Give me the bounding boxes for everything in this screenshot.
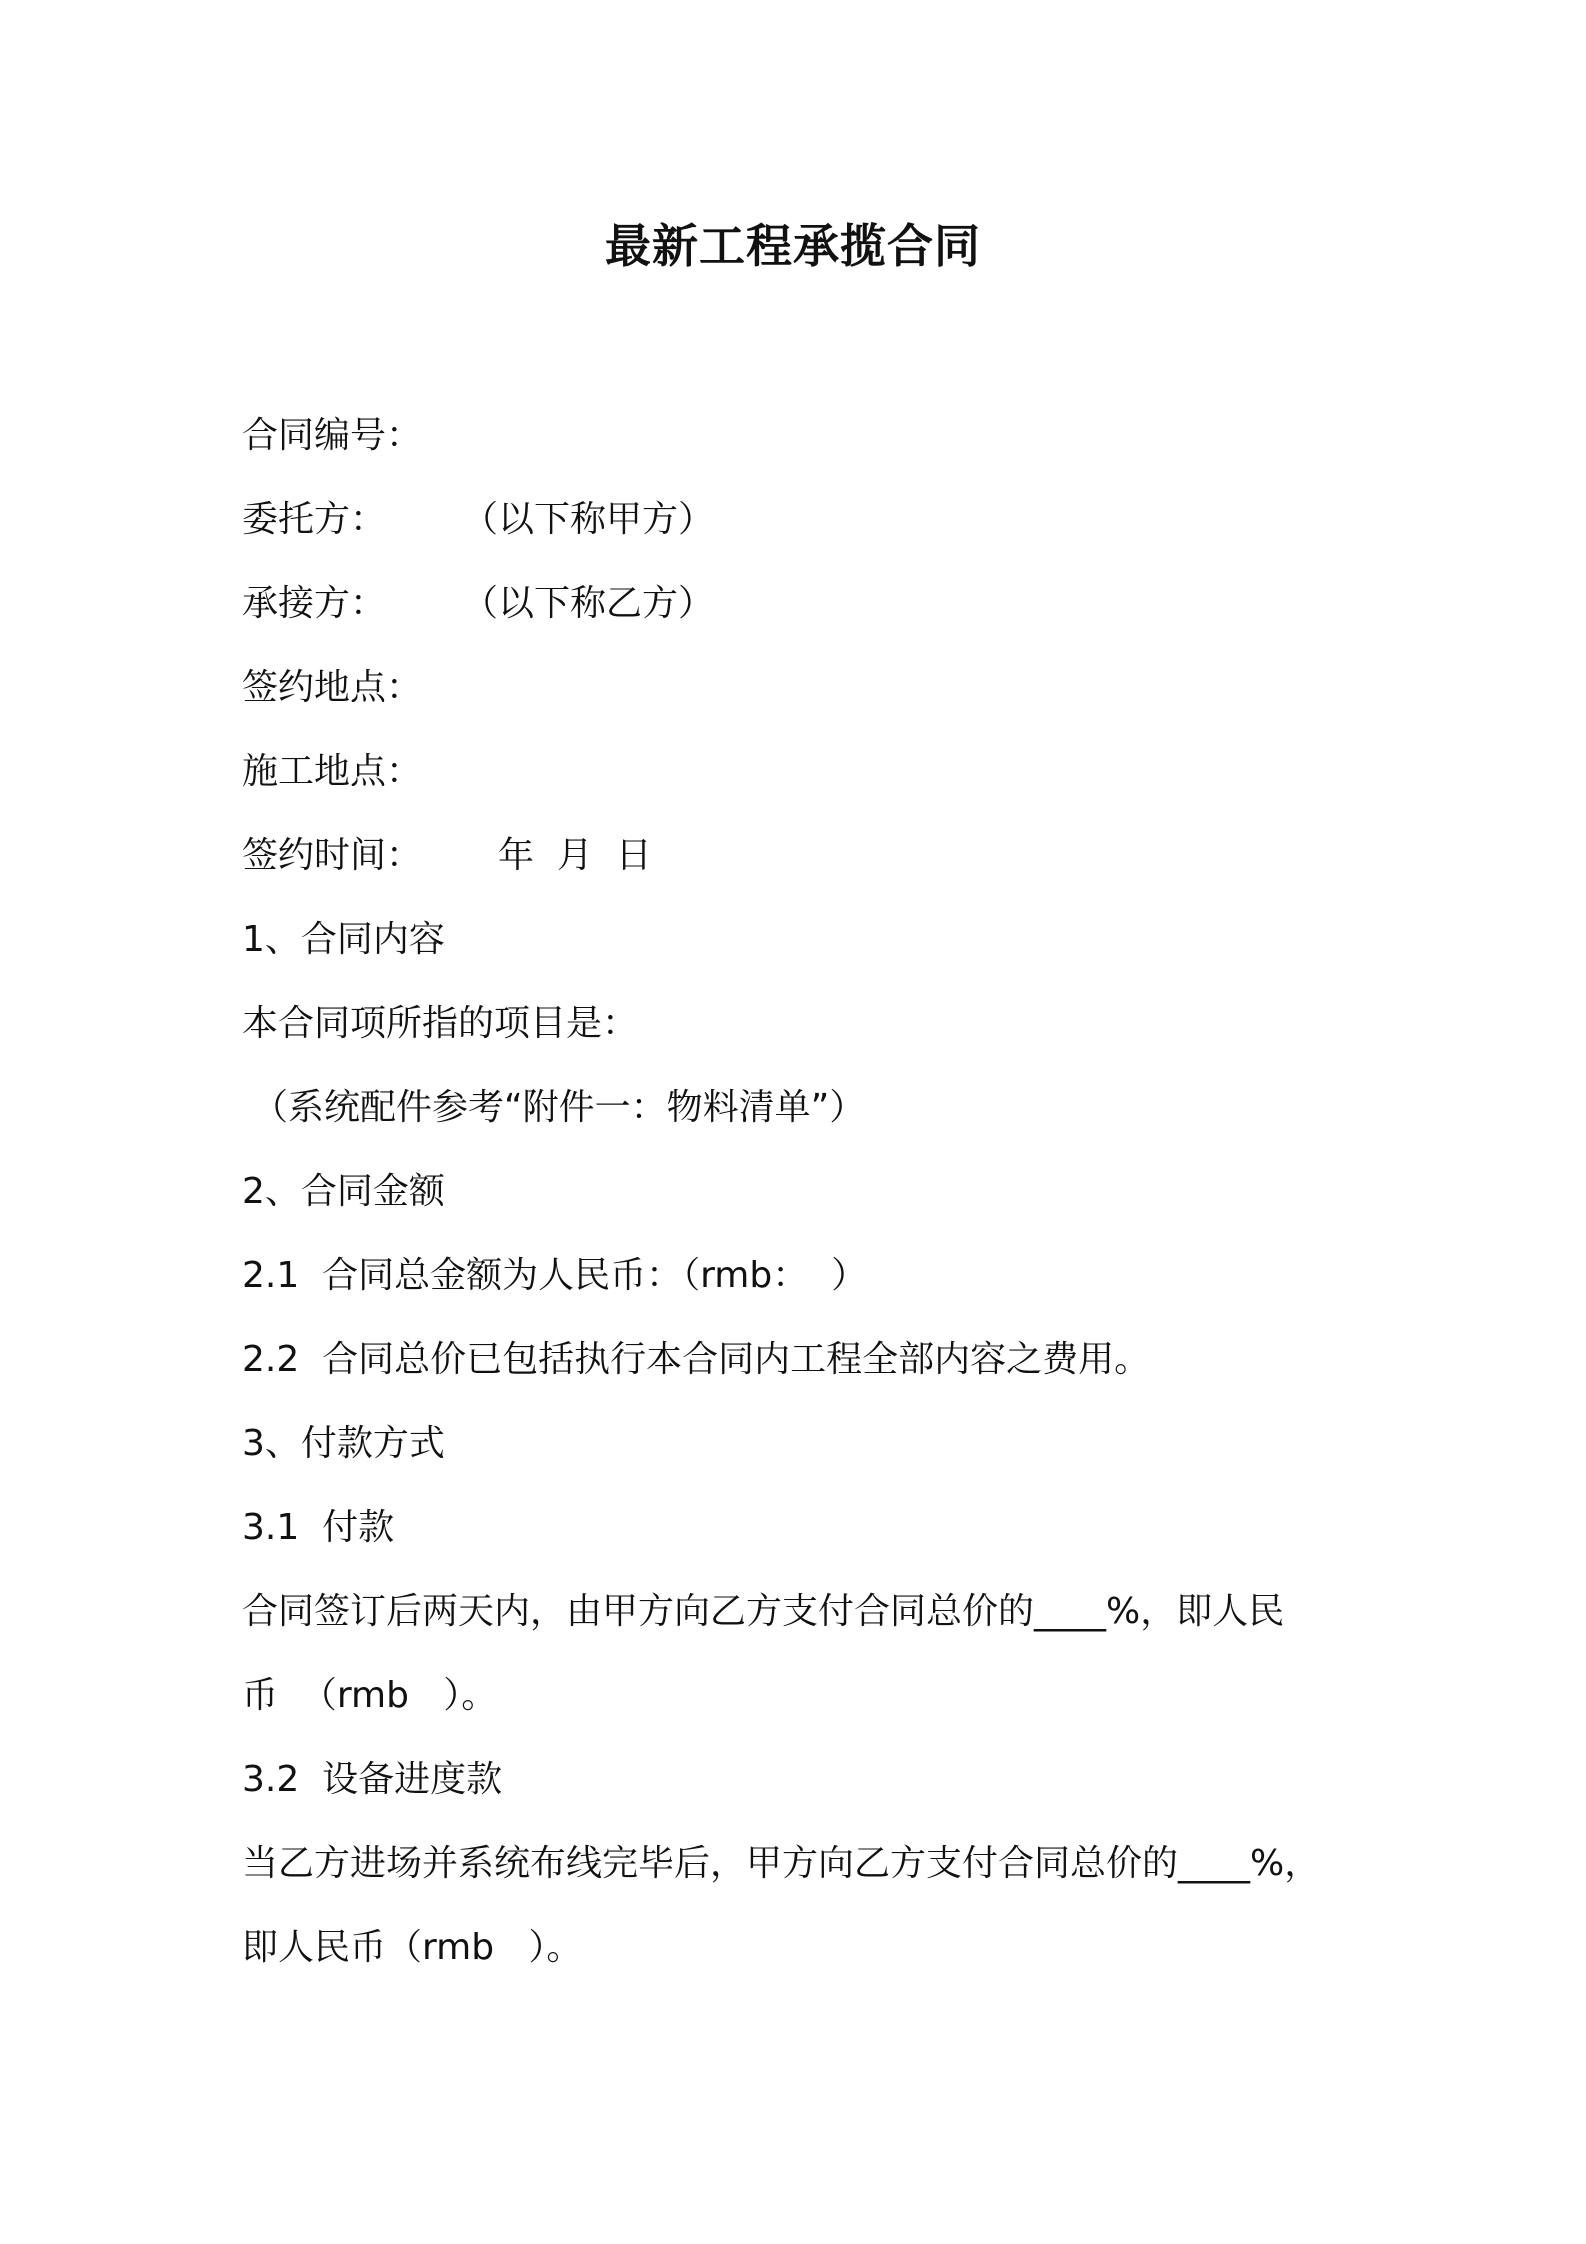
section-2-heading: 2、合同金额 [242, 1171, 445, 1212]
section-2-1-line: 2.1 合同总金额为人民币：（rmb： ） [242, 1255, 868, 1296]
section-3-heading: 3、付款方式 [242, 1423, 445, 1464]
section-3-2-text-line-2: 即人民币（rmb ）。 [242, 1927, 583, 1968]
section-1-heading: 1、合同内容 [242, 919, 445, 960]
sign-time-value: 年 月 日 [498, 835, 652, 876]
work-place-line: 施工地点： [242, 751, 423, 792]
sign-time-label: 签约时间： [242, 835, 423, 876]
section-3-2-text-line-1: 当乙方进场并系统布线完毕后，甲方向乙方支付合同总价的____%， [242, 1843, 1321, 1884]
client-note: （以下称甲方） [462, 499, 715, 540]
contractor-label: 承接方： [242, 583, 387, 624]
document-title: 最新工程承揽合同 [605, 219, 981, 273]
contract-number-line: 合同编号： [242, 415, 423, 456]
sign-place-line: 签约地点： [242, 667, 423, 708]
document-body [242, 406, 1362, 2002]
section-1-note-line: （系统配件参考“附件一：物料清单”） [252, 1087, 866, 1128]
client-line [242, 490, 1362, 574]
section-3-1-text-line-1: 合同签订后两天内，由甲方向乙方支付合同总价的____%，即人民 [242, 1591, 1285, 1632]
section-3-2-heading: 3.2 设备进度款 [242, 1759, 503, 1800]
sign-time-line [242, 826, 1362, 910]
contractor-note: （以下称乙方） [462, 583, 715, 624]
section-3-1-heading: 3.1 付款 [242, 1507, 395, 1548]
section-3-1-text-line-2: 币 （rmb ）。 [242, 1675, 498, 1716]
section-2-2-line: 2.2 合同总价已包括执行本合同内工程全部内容之费用。 [242, 1339, 1151, 1380]
section-1-project-line: 本合同项所指的项目是： [242, 1003, 639, 1044]
client-label: 委托方： [242, 499, 387, 540]
contractor-line [242, 574, 1362, 658]
